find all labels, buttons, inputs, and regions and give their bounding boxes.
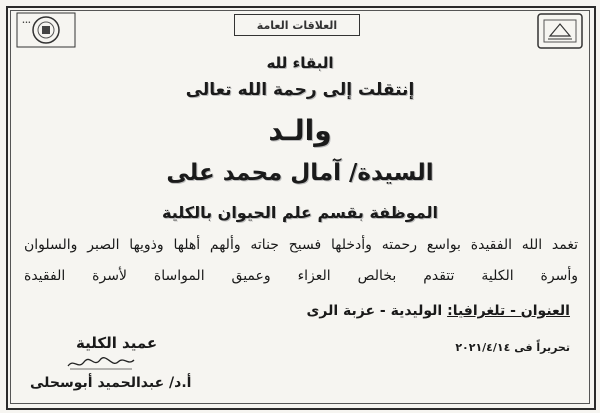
svg-text:•••: ••• [22, 20, 31, 26]
deceased-name: السيدة/ آمال محمد على [166, 160, 434, 186]
handwritten-signature [66, 354, 136, 372]
date-text: تحريراً فى ٢٠٢١/٤/١٤ [455, 341, 570, 354]
signatory-name: أ.د/ عبدالحميد أبوسحلى [30, 375, 192, 391]
notice-line-3: والـد [268, 114, 332, 147]
address-label: العنوان - تلغرافيا: [447, 303, 570, 319]
header-label: العلاقات العامة [234, 14, 360, 36]
faculty-seal-icon [536, 12, 584, 50]
signature-title: عميد الكلية [76, 334, 158, 352]
notice-line-1: البقاء لله [266, 54, 334, 72]
notice-line-2: إنتقلت إلى رحمة الله تعالى [185, 80, 415, 100]
department-line: الموظفة بقسم علم الحيوان بالكلية [162, 203, 438, 222]
address-value: الوليدية - عزبة الرى [306, 303, 443, 319]
condolence-line: وأسرة الكلية تتقدم بخالص العزاء وعميق المواساة لأسرة الفقيدة [24, 268, 578, 284]
university-logo-icon [16, 12, 76, 48]
prayer-line: تغمد الله الفقيدة بواسع رحمته وأدخلها فسيح جناته وألهم أهلها وذويها الصبر والسلوان [24, 237, 578, 253]
address-line [307, 303, 570, 319]
